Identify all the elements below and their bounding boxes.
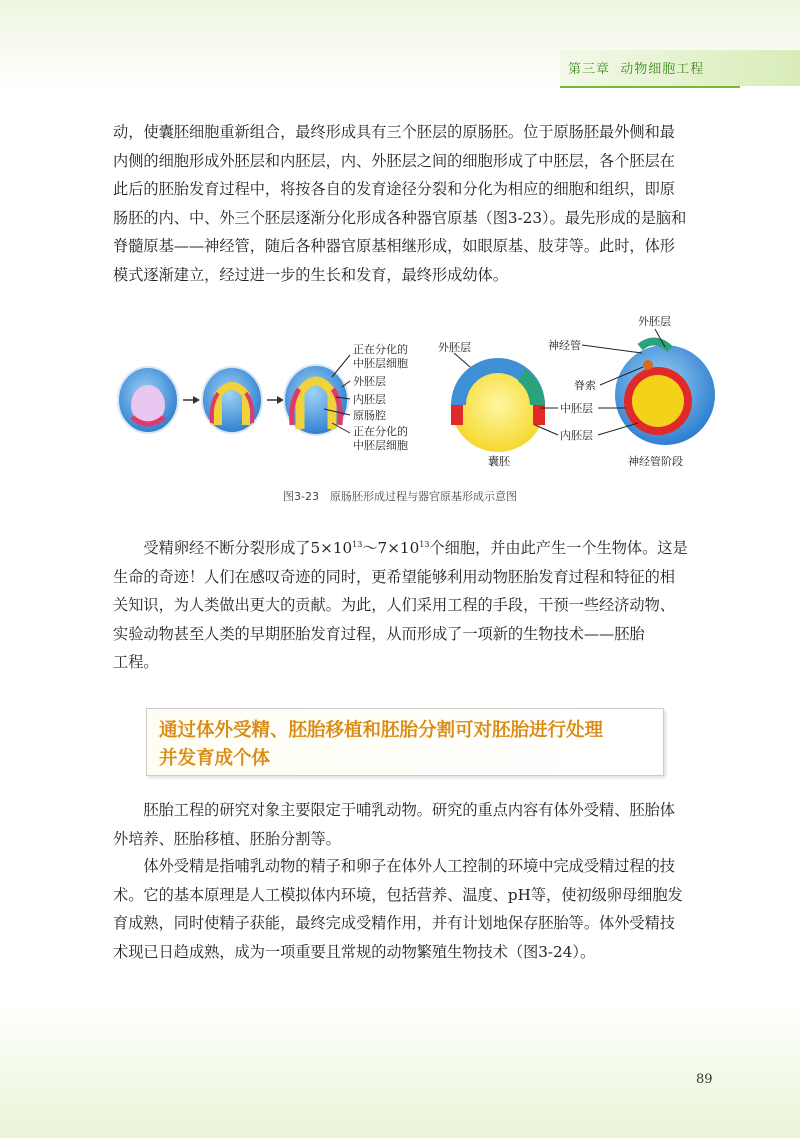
label-mesoderm-cells: 中胚层细胞: [353, 439, 408, 452]
text-line: 关知识，为人类做出更大的贡献。为此，人们采用工程的手段，干预一些经济动物、: [113, 596, 675, 615]
label-mesoderm-cells: 中胚层细胞: [353, 357, 408, 370]
section-title-line: 通过体外受精、胚胎移植和胚胎分割可对胚胎进行处理: [159, 720, 604, 741]
figure-caption: 图3-23 原肠胚形成过程与器官原基形成示意图: [283, 490, 517, 503]
embryo-diagram: [110, 305, 720, 485]
label-neural-tube: 神经管: [548, 339, 581, 352]
leader-line: [535, 425, 558, 435]
text-line: 育成熟，同时使精子获能，最终完成受精作用，并有计划地保存胚胎等。体外受精技: [113, 914, 675, 933]
text-run: ～7×10: [362, 539, 420, 558]
early-gastrula-2: [202, 367, 262, 433]
chapter-title: 动物细胞工程: [620, 62, 705, 77]
text-line: 实验动物甚至人类的早期胚胎发育过程，从而形成了一项新的生物技术——胚胎: [113, 624, 645, 643]
blastula-image: [451, 358, 545, 452]
text-line: 脊髓原基——神经管，随后各种器官原基相继形成，如眼原基、肢芽等。此时，体形: [113, 237, 675, 256]
paragraph-gastrulation: [113, 118, 718, 290]
text-line: [113, 796, 718, 825]
label-neural-tube-stage: 神经管阶段: [628, 455, 683, 468]
text-line: 外培养、胚胎移植、胚胎分割等。: [113, 829, 341, 848]
text-run: 受精卵经不断分裂形成了5×10: [143, 539, 353, 558]
chapter-number: 第三章: [568, 62, 611, 77]
text-line: 肠胚的内、中、外三个胚层逐渐分化形成各种器官原基（图3-23）。最先形成的是脑和: [113, 208, 687, 227]
label-endoderm: 内胚层: [353, 393, 386, 406]
text-run: 体外受精是指哺乳动物的精子和卵子在体外人工控制的环境中完成受精过程的技: [143, 857, 675, 875]
leader-line: [454, 353, 470, 367]
label-differentiating-mesoderm: 正在分化的: [353, 425, 408, 438]
label-mesoderm: 中胚层: [560, 402, 593, 415]
chapter-header: [568, 58, 704, 77]
paragraph-research-scope: [113, 796, 718, 853]
text-line: 内侧的细胞形成外胚层和内胚层，内、外胚层之间的细胞形成了中胚层，各个胚层在: [113, 151, 675, 170]
text-line: 模式逐渐建立，经过进一步的生长和发育，最终形成幼体。: [113, 265, 508, 284]
section-title: [159, 717, 603, 773]
paragraph-embryo-engineering: [113, 531, 718, 677]
label-endoderm-right: 内胚层: [560, 429, 593, 442]
late-gastrula: [284, 365, 348, 435]
label-differentiating-mesoderm: 正在分化的: [353, 343, 408, 356]
arrow-icon: [193, 396, 200, 404]
section-title-line: 并发育成个体: [159, 748, 271, 769]
label-blastula: 囊胚: [488, 455, 510, 468]
label-ectoderm-right: 外胚层: [638, 315, 671, 328]
figure-3-23: [110, 305, 720, 485]
leader-line: [582, 345, 642, 353]
text-line: 此后的胚胎发育过程中，将按各自的发育途径分裂和分化为相应的细胞和组织，即原: [113, 180, 675, 199]
label-notochord: 脊索: [574, 379, 596, 392]
header-underline: [560, 86, 740, 88]
text-line: 工程。: [113, 653, 159, 672]
text-line: [113, 852, 718, 881]
superscript: 13: [352, 540, 363, 549]
label-archenteron: 原肠腔: [353, 409, 386, 422]
paragraph-ivf: [113, 852, 718, 966]
text-line: 术。它的基本原理是人工模拟体内环境，包括营养、温度、pH等，使初级卵母细胞发: [113, 885, 683, 904]
superscript: 13: [419, 540, 430, 549]
section-heading-box: [146, 708, 664, 776]
text-line: 生命的奇迹！人们在感叹奇迹的同时，更希望能够利用动物胚胎发育过程和特征的相: [113, 567, 675, 586]
arrow-icon: [277, 396, 284, 404]
text-run: 胚胎工程的研究对象主要限定于哺乳动物。研究的重点内容有体外受精、胚胎体: [143, 801, 675, 819]
text-line: 动，使囊胚细胞重新组合，最终形成具有三个胚层的原肠胚。位于原肠胚最外侧和最: [113, 123, 675, 141]
label-blastula-ectoderm: 外胚层: [438, 341, 471, 354]
text-run: 个细胞，并由此产生一个生物体。这是: [429, 539, 688, 558]
neural-tube-stage-image: [615, 341, 715, 445]
text-line: [113, 531, 718, 563]
text-line: 术现已日趋成熟，成为一项重要且常规的动物繁殖生物技术（图3-24）。: [113, 942, 596, 961]
page-number: 89: [696, 1072, 713, 1087]
early-gastrula-1: [118, 367, 178, 433]
label-ectoderm: 外胚层: [353, 375, 386, 388]
